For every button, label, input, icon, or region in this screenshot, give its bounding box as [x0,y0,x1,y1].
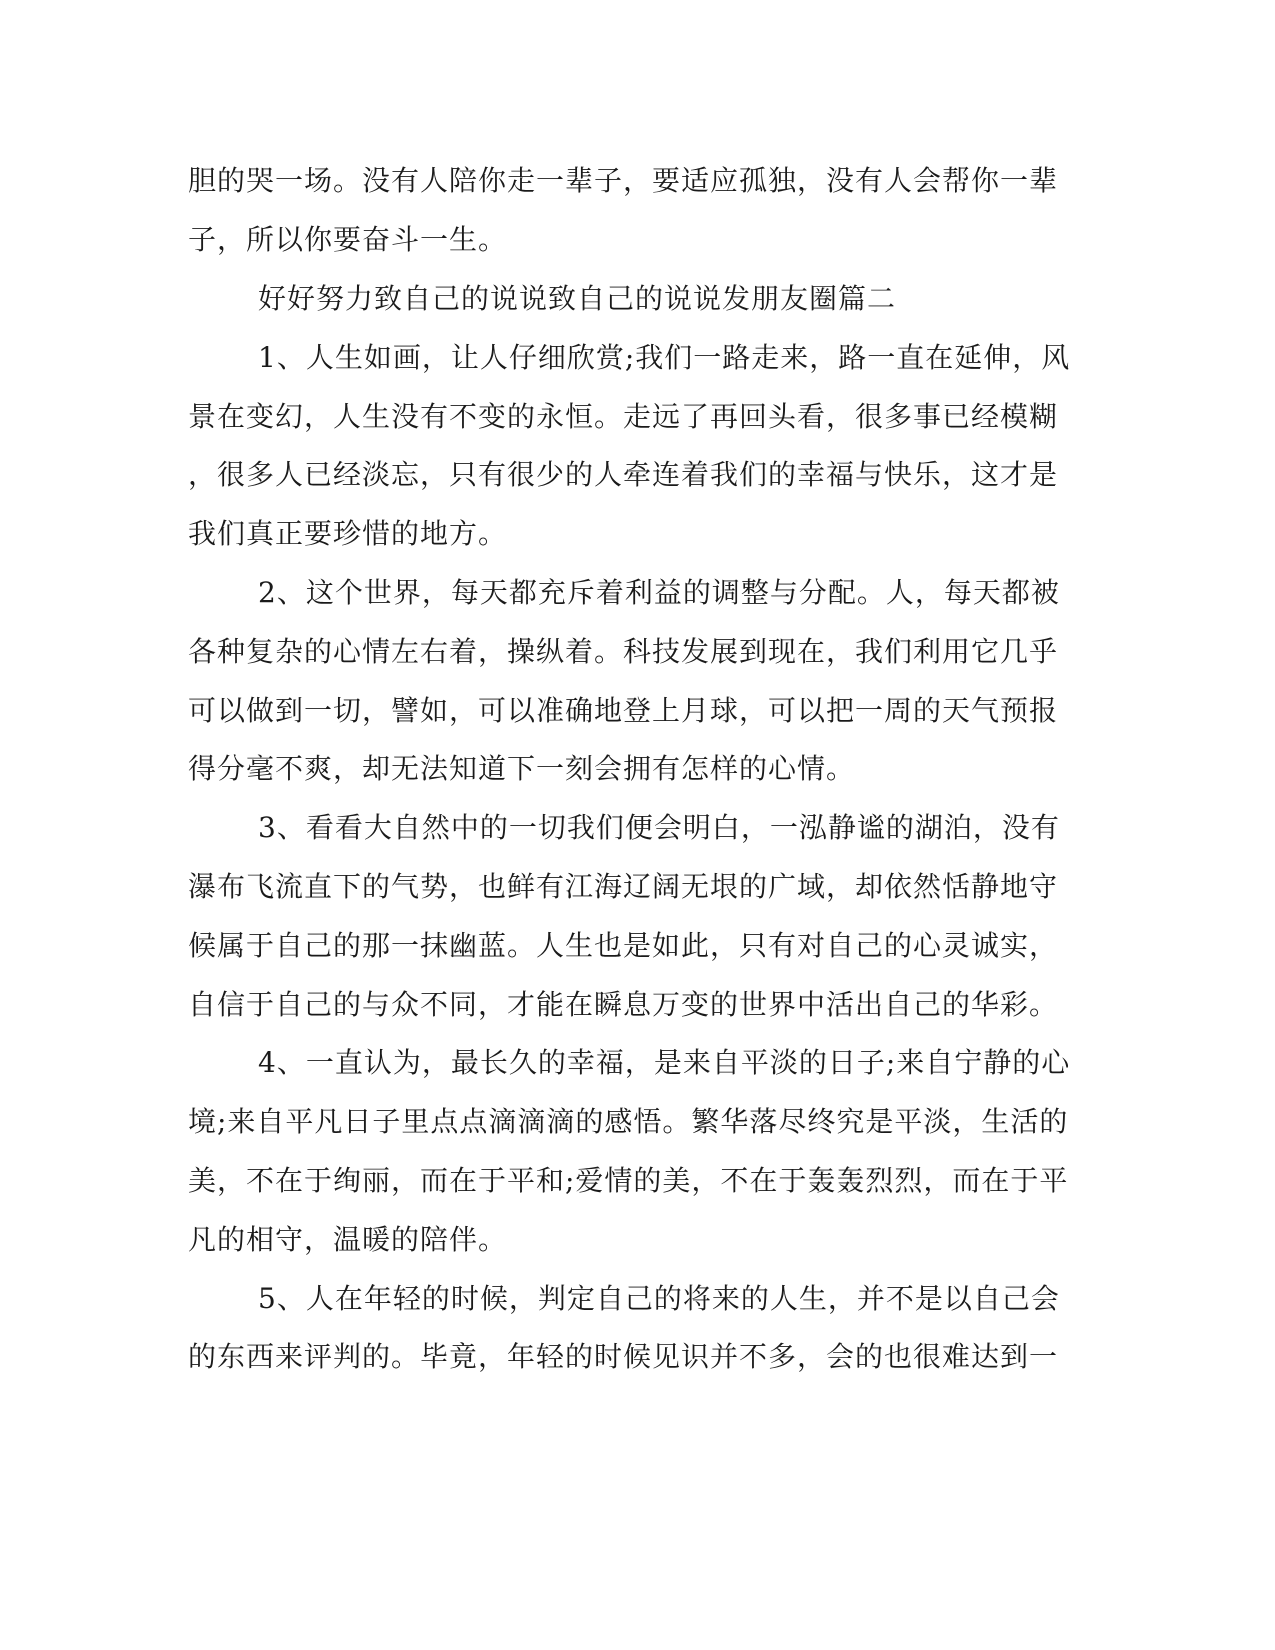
paragraph-2-start: 2、这个世界，每天都充斥着利益的调整与分配。人，每天都被 [258,576,1060,609]
text-line: 景在变幻，人生没有不变的永恒。走远了再回头看，很多事已经模糊 [188,400,1059,433]
text-line: 境;来自平凡日子里点点滴滴滴的感悟。繁华落尽终究是平淡，生活的 [188,1105,1069,1138]
text-line: 自信于自己的与众不同，才能在瞬息万变的世界中活出自己的华彩。 [188,988,1059,1021]
text-line: 可以做到一切，譬如，可以准确地登上月球，可以把一周的天气预报 [188,694,1059,727]
paragraph-4-start: 4、一直认为，最长久的幸福，是来自平淡的日子;来自宁静的心 [258,1046,1071,1079]
paragraph-3-start: 3、看看大自然中的一切我们便会明白，一泓静谧的湖泊，没有 [258,811,1060,844]
text-line: 的东西来评判的。毕竟，年轻的时候见识并不多，会的也很难达到一 [188,1340,1059,1373]
text-line: 各种复杂的心情左右着，操纵着。科技发展到现在，我们利用它几乎 [188,635,1059,668]
text-line: 美，不在于绚丽，而在于平和;爱情的美，不在于轰轰烈烈，而在于平 [188,1164,1069,1197]
paragraph-5-start: 5、人在年轻的时候，判定自己的将来的人生，并不是以自己会 [258,1282,1060,1315]
text-line: 凡的相守，温暖的陪伴。 [188,1223,508,1256]
text-line: 候属于自己的那一抹幽蓝。人生也是如此，只有对自己的心灵诚实， [188,929,1059,962]
section-heading: 好好努力致自己的说说致自己的说说发朋友圈篇二 [258,282,897,315]
paragraph-1-start: 1、人生如画，让人仔细欣赏;我们一路走来，路一直在延伸，风 [258,341,1071,374]
text-line: 我们真正要珍惜的地方。 [188,517,508,550]
text-line: 子，所以你要奋斗一生。 [188,223,508,256]
text-line: 胆的哭一场。没有人陪你走一辈子，要适应孤独，没有人会帮你一辈 [188,164,1059,197]
text-line: 瀑布飞流直下的气势，也鲜有江海辽阔无垠的广域，却依然恬静地守 [188,870,1059,903]
text-line: 得分毫不爽，却无法知道下一刻会拥有怎样的心情。 [188,752,856,785]
text-line: ，很多人已经淡忘，只有很少的人牵连着我们的幸福与快乐，这才是 [188,458,1059,491]
